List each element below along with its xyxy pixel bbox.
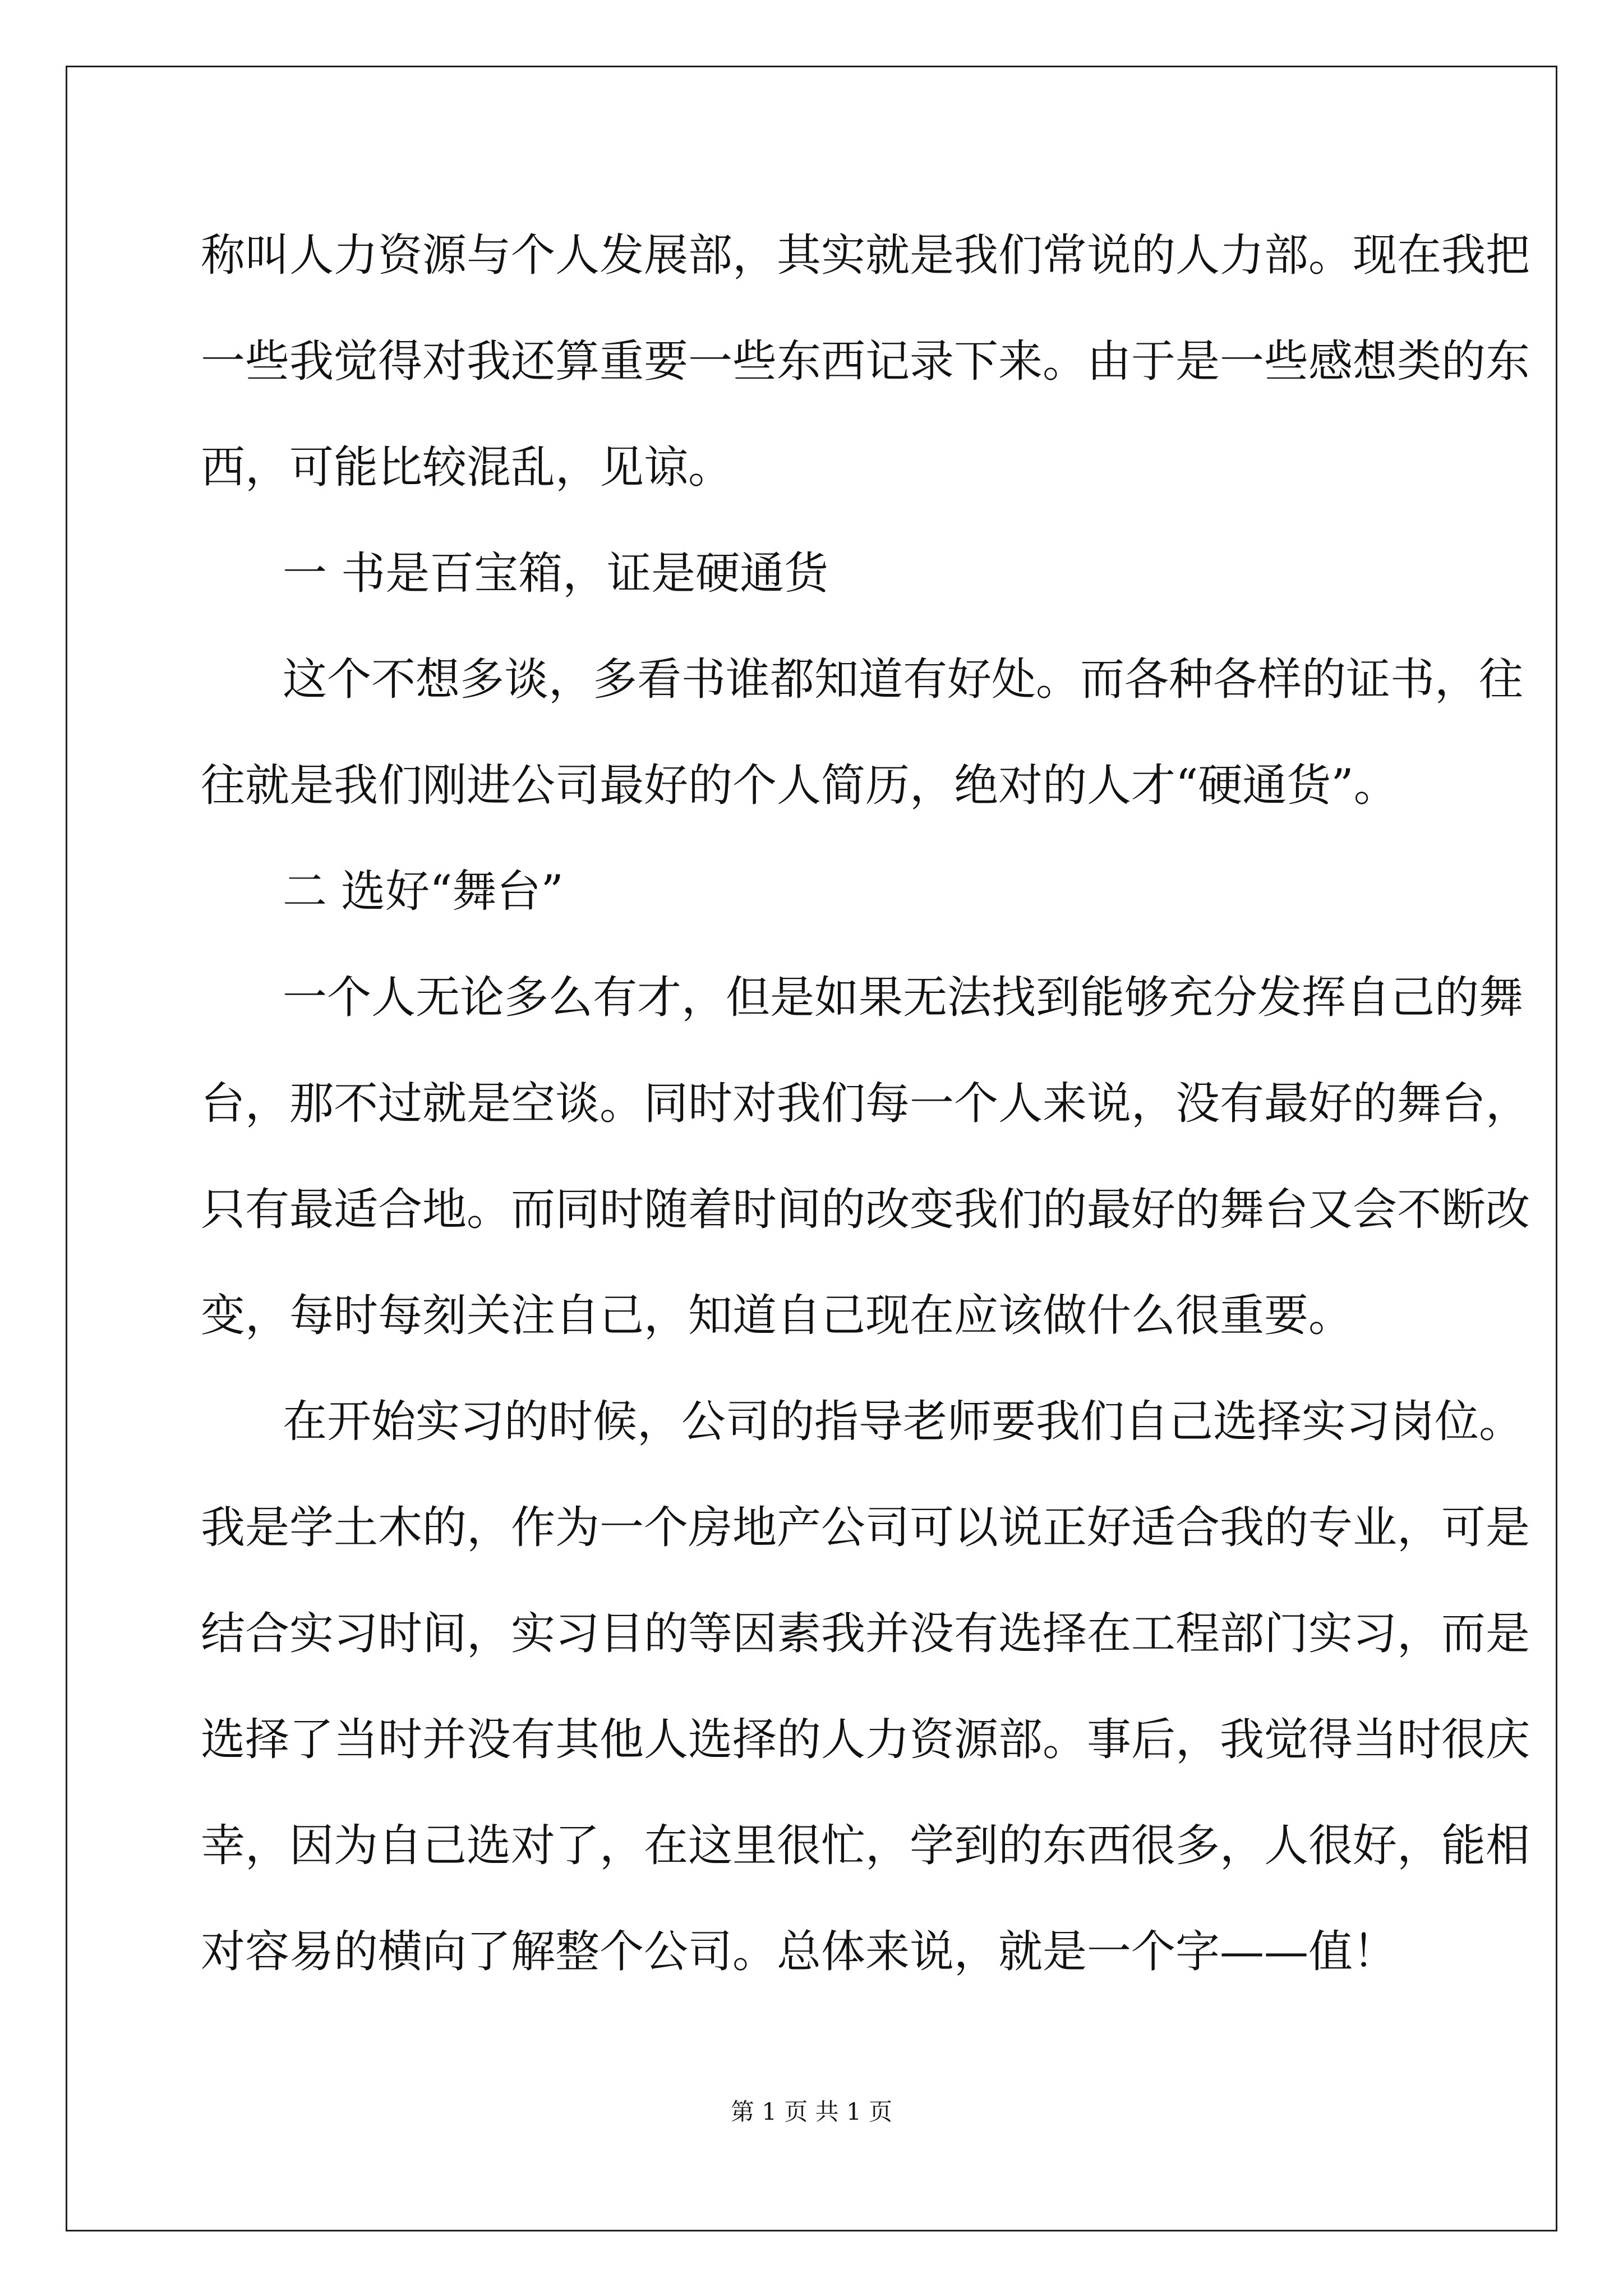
section-heading: 二 选好“舞台” [283,866,564,917]
paragraph-line: 一些我觉得对我还算重要一些东西记录下来。由于是一些感想类的东 [201,335,1530,387]
page-footer: 第 1 页 共 1 页 [730,2098,893,2125]
paragraph-line: 我是学土木的，作为一个房地产公司可以说正好适合我的专业，可是 [201,1502,1530,1553]
paragraph-line: 往就是我们刚进公司最好的个人简历，绝对的人才“硬通货”。 [201,760,1398,811]
section-heading: 一 书是百宝箱，证是硬通货 [283,547,829,599]
paragraph-line: 幸，因为自己选对了，在这里很忙，学到的东西很多，人很好，能相 [201,1820,1530,1871]
paragraph-line: 变，每时每刻关注自己，知道自己现在应该做什么很重要。 [201,1290,1353,1341]
paragraph-line: 只有最适合地。而同时随着时间的改变我们的最好的舞台又会不断改 [201,1184,1530,1235]
paragraph-line: 在开始实习的时候，公司的指导老师要我们自己选择实习岗位。 [283,1396,1523,1447]
paragraph-line: 称叫人力资源与个人发展部，其实就是我们常说的人力部。现在我把 [201,229,1530,281]
paragraph-line: 这个不想多谈，多看书谁都知道有好处。而各种各样的证书，往 [283,654,1523,705]
paragraph-line: 对容易的横向了解整个公司。总体来说，就是一个字——值！ [201,1926,1397,1977]
paragraph-line: 一个人无论多么有才，但是如果无法找到能够充分发挥自己的舞 [283,972,1523,1023]
paragraph-line: 选择了当时并没有其他人选择的人力资源部。事后，我觉得当时很庆 [201,1714,1530,1765]
paragraph-line: 台，那不过就是空谈。同时对我们每一个人来说，没有最好的舞台， [201,1078,1530,1129]
paragraph-line: 结合实习时间，实习目的等因素我并没有选择在工程部门实习，而是 [201,1608,1530,1659]
paragraph-line: 西，可能比较混乱，见谅。 [201,441,732,493]
